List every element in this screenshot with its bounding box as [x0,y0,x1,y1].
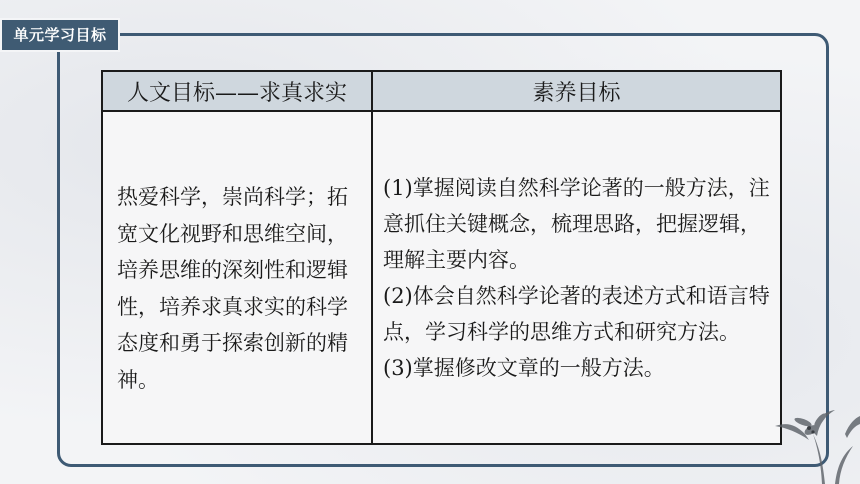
table-header-row [102,71,781,111]
goals-table [101,70,782,445]
literacy-goal-cell [372,111,781,444]
table-row [102,111,781,444]
literacy-goal-item-1: (1)掌握阅读自然科学论著的一般方法，注意抓住关键概念，梳理思路，把握逻辑，理解主要内容。 [383,175,770,272]
header-literacy-goal: 素养目标 [372,71,781,111]
humanities-goal-text: 热爱科学，崇尚科学；拓宽文化视野和思维空间，培养思维的深刻性和逻辑性，培养求真求实的科学态度和勇于探索创新的精神。 [117,185,348,392]
ink-orchid-icon [765,374,860,484]
humanities-goal-cell [102,111,372,444]
section-title: 单元学习目标 [0,18,120,52]
literacy-goal-item-3: (3)掌握修改文章的一般方法。 [383,355,665,380]
literacy-goal-item-2: (2)体会自然科学论著的表述方式和语言特点，学习科学的思维方式和研究方法。 [383,283,770,344]
header-humanities-goal: 人文目标——求真求实 [102,71,372,111]
